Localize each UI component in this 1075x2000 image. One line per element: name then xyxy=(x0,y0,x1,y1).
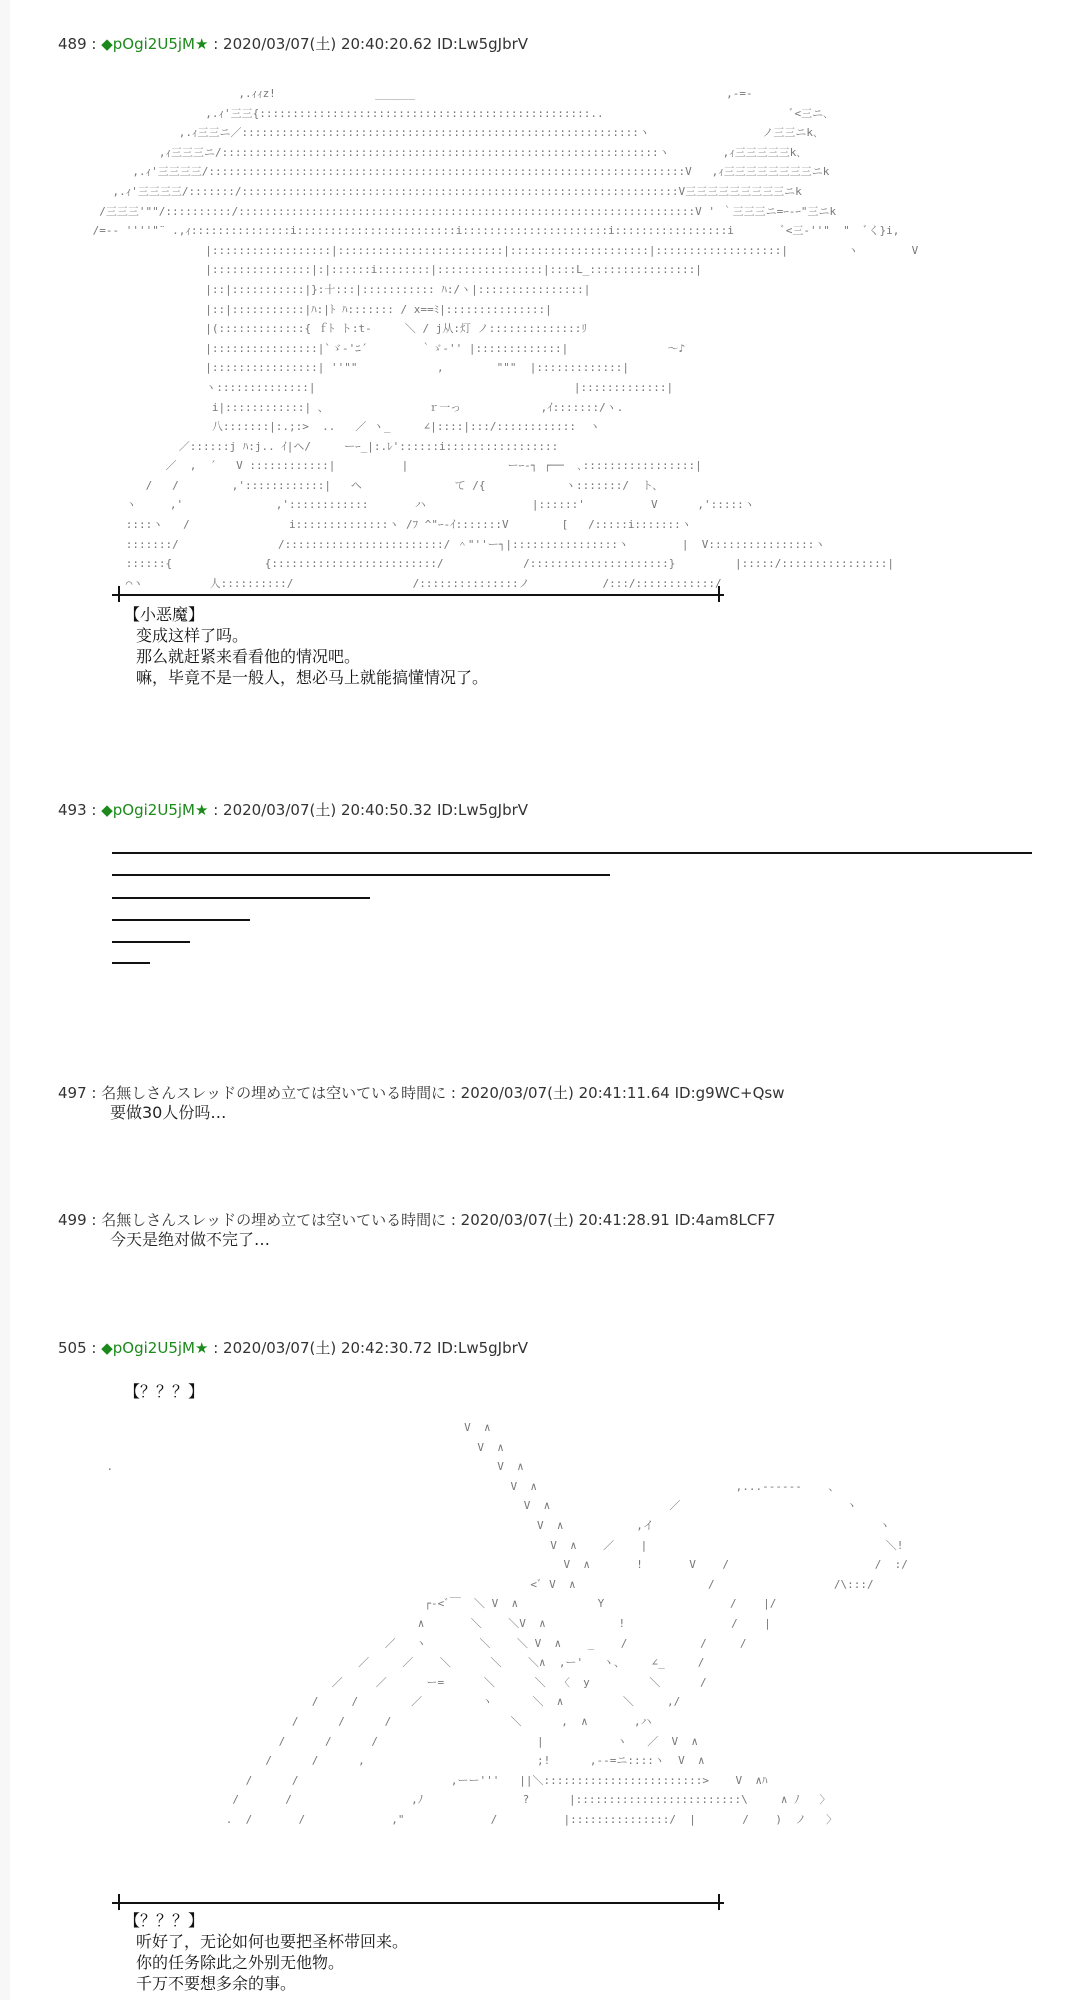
post-number: 497 xyxy=(58,1084,87,1102)
dialog-line: 千万不要想多余的事。 xyxy=(136,1974,297,1993)
ascii-art-text: ,.ｨｨz! ______ ,-=- ,.ｨ'三三{::::::::::::::::::::::::::::::::::::::::::::::::::.. ﾞ<三ニ､ ,.ｨ三三ニ／::::::::::::::::::::::::::::::::::::::::::::::::::::::::::::ヽ ノ三三ニk､ ,ｨ三三三ニ/::::::::::::::::::::::::::::::::::::::::::::::::::::::::::::::::::ヽ ,ｨ三三三三三k､ ,.ｨ'三三三三/::::::::::::::::::::::::::::::::::::::::::::::::::::::::::::::::::::::::V ,ｨ三三三三三三三三ニk ,.ｨ'三三三三/:::::::/::::::::::::::::::::::::::::::::::::::::::::::::::::::::::::::::::V三三三三三三三三三ニk /三三三'""/::::::::::/:::::::::::::::::::::::::::::::::::::::::::::::::::::::::::::::::::::V ' ｀三三三ニ=ｰ-ｰ"三ニk /=-‐ ''''"¨ .,ｨ:::::::::::::::i::::::::::::::::::::::::i::::::::::::::::::::::i:::::::::::::::::i ﾞ<三-''" " ﾞく}i, |::::::::::::::::::|:::::::::::::::::::::::::|:::::::::::::::::::::|:::::::::::::::::::| ヽ V |:::::::::::::::|:|::::::i::::::::|::::::::::::::::|::::L_::::::::::::::::| |::|:::::::::::|}:十:::|::::::::::: ﾊ:/ヽ|::::::::::::::::| |::|:::::::::::|ﾊ:|ﾄ ﾊ::::::: / x==ﾐ|:::::::::::::::| |(:::::::::::::{ ｆﾄ ト:t- ＼ / j从:灯 ノ::::::::::::::ﾘ |::::::::::::::::|`ゞ-'ﾆ´ ｀ゞ-'' |:::::::::::::| ～♪ |::::::::::::::::| ''"" , """ |:::::::::::::| ヽ::::::::::::::| |:::::::::::::| i|::::::::::::| 、 ｒ一っ ,ｲ:::::::/ヽ. 八:::::::|:.;:> .. ／ ヽ_ ∠|::::|:::/:::::::::::: ヽ ／::::::j ﾊ:j.. ｲ|ヘ/ ーｰ_|:.ﾚ'::::::i::::::::::::::::: ／ , ´ V ::::::::::::| | ーｰ-┐ ┌── ､:::::::::::::::::| / / ,'::::::::::::| ヘ て /{ ヽ:::::::/ ト、 ヽ ,' ,':::::::::::: ハ |::::::' V ,':::::ヽ ::::ヽ / i::::::::::::::ヽ /ﾌ ^"ｰ-ｲ:::::::V [ /:::::i:::::::ヽ :::::::/ /::::::::::::::::::::::::/ ＾"''ー┐|::::::::::::::::ヽ | V::::::::::::::::ヽ ::::::{ {:::::::::::::::::::::::::/ /:::::::::::::::::::::} |:::::/::::::::::::::::| ⌒ヽ 人::::::::::/ /:::::::::::::::ノ /:::/::::::::::::/ xyxy=(92,87,919,590)
divider-rule xyxy=(112,1902,724,1904)
speaker-label: 【小恶魔】 xyxy=(124,605,205,624)
dialog-line: 你的任务除此之外别无他物。 xyxy=(136,1953,345,1972)
aa-title xyxy=(124,1381,204,1402)
horizontal-line xyxy=(112,919,250,921)
horizontal-line xyxy=(112,897,370,899)
post-number: 493 xyxy=(58,801,87,819)
speaker-label: 【？？？】 xyxy=(124,1911,205,1930)
star-icon: ★ xyxy=(194,35,209,53)
ascii-art-text: V ∧ V ∧ . V ∧ V ∧ ,...-‐‐‐‐- 、 V ∧ ／ ヽ V ∧ ,イ ヽ V ∧ ／ | ＼! V ∧ ! V / / :/ <ﾞ V ∧ / /\:::/ ┌-<ﾞ￣ ＼ V ∧ Y / |/ ∧ ＼ ＼V ∧ ! / | ／ ヽ ＼ ＼ V ∧ _ / / / ／ ／ ＼ ＼ ＼∧ ,ー' ヽ、 ∠_ / ／ ／ ー= ＼ ＼ 〈 y ＼ / / / ／ ヽ ＼ ∧ ＼ ,/ / / / ＼ , ∧ ,ハ / / / | ヽ ／ V ∧ / / , ;! ,-‐=ニ::::ヽ V ∧ / / ,ーー''' ||＼::::::::::::::::::::::::> V ∧ﾊ / / ,ﾉ ? |:::::::::::::::::::::::::\ ∧ ﾉ 〉 . / / ," / |:::::::::::::::/ | / ) ノ 〉 xyxy=(106,1421,908,1826)
separator: : xyxy=(86,1211,102,1229)
poster-name: 名無しさんスレッドの埋め立ては空いている時間に xyxy=(101,1084,447,1102)
dialog-line: 嘛，毕竟不是一般人，想必马上就能搞懂情况了。 xyxy=(136,668,489,687)
post-datetime-id: : 2020/03/07(土) 20:42:30.72 ID:Lw5gJbrV xyxy=(208,1339,529,1357)
ascii-art-koakuma xyxy=(86,84,919,590)
dialog-line: 变成这样了吗。 xyxy=(136,626,249,645)
dialog-505 xyxy=(124,1910,408,1994)
left-margin-bar xyxy=(0,0,10,2000)
dialog-line: 听好了，无论如何也要把圣杯带回来。 xyxy=(136,1932,409,1951)
poster-name: 名無しさんスレッドの埋め立ては空いている時間に xyxy=(101,1211,447,1229)
trip-diamond-icon: ◆ xyxy=(101,1339,113,1357)
post-datetime-id: : 2020/03/07(土) 20:40:20.62 ID:Lw5gJbrV xyxy=(208,35,529,53)
post-header xyxy=(58,1083,1055,1103)
dialog-489 xyxy=(124,604,488,688)
trip-diamond-icon: ◆ xyxy=(101,35,113,53)
divider-tick-left xyxy=(118,586,120,602)
star-icon: ★ xyxy=(194,801,209,819)
speaker-label: 【？？？】 xyxy=(124,1382,205,1401)
trip-code[interactable]: pOgi2U5jM xyxy=(112,35,195,53)
post-header xyxy=(58,1210,1055,1230)
post-datetime-id: : 2020/03/07(土) 20:41:11.64 ID:g9WC+Qsw xyxy=(446,1084,785,1102)
divider-tick-left xyxy=(118,1894,120,1910)
horizontal-line xyxy=(112,874,610,876)
post-header xyxy=(58,34,1055,54)
trip-code[interactable]: pOgi2U5jM xyxy=(112,1339,195,1357)
divider-tick-right xyxy=(718,1894,720,1910)
post-body: 要做30人份吗… xyxy=(110,1103,227,1122)
post-number: 489 xyxy=(58,35,87,53)
post-number: 499 xyxy=(58,1211,87,1229)
post-body: 今天是绝对做不完了… xyxy=(110,1230,271,1249)
post-497 xyxy=(58,1083,1055,1123)
divider-rule xyxy=(112,594,724,596)
post-header xyxy=(58,800,1055,820)
horizontal-line xyxy=(112,962,150,964)
separator: : xyxy=(86,1339,102,1357)
post-499 xyxy=(58,1210,1055,1250)
divider-tick-right xyxy=(718,586,720,602)
separator: : xyxy=(86,35,102,53)
star-icon: ★ xyxy=(194,1339,209,1357)
dialog-line: 那么就赶紧来看看他的情况吧。 xyxy=(136,647,361,666)
post-505 xyxy=(58,1338,1055,1358)
separator: : xyxy=(86,1084,102,1102)
post-header xyxy=(58,1338,1055,1358)
post-number: 505 xyxy=(58,1339,87,1357)
post-datetime-id: : 2020/03/07(土) 20:41:28.91 ID:4am8LCF7 xyxy=(446,1211,776,1229)
trip-code[interactable]: pOgi2U5jM xyxy=(112,801,195,819)
post-489 xyxy=(58,34,1055,54)
trip-diamond-icon: ◆ xyxy=(101,801,113,819)
separator: : xyxy=(86,801,102,819)
ascii-art-mystery xyxy=(80,1418,908,1944)
post-493 xyxy=(58,800,1055,820)
horizontal-line xyxy=(112,941,190,943)
horizontal-line xyxy=(112,852,1032,854)
post-datetime-id: : 2020/03/07(土) 20:40:50.32 ID:Lw5gJbrV xyxy=(208,801,529,819)
